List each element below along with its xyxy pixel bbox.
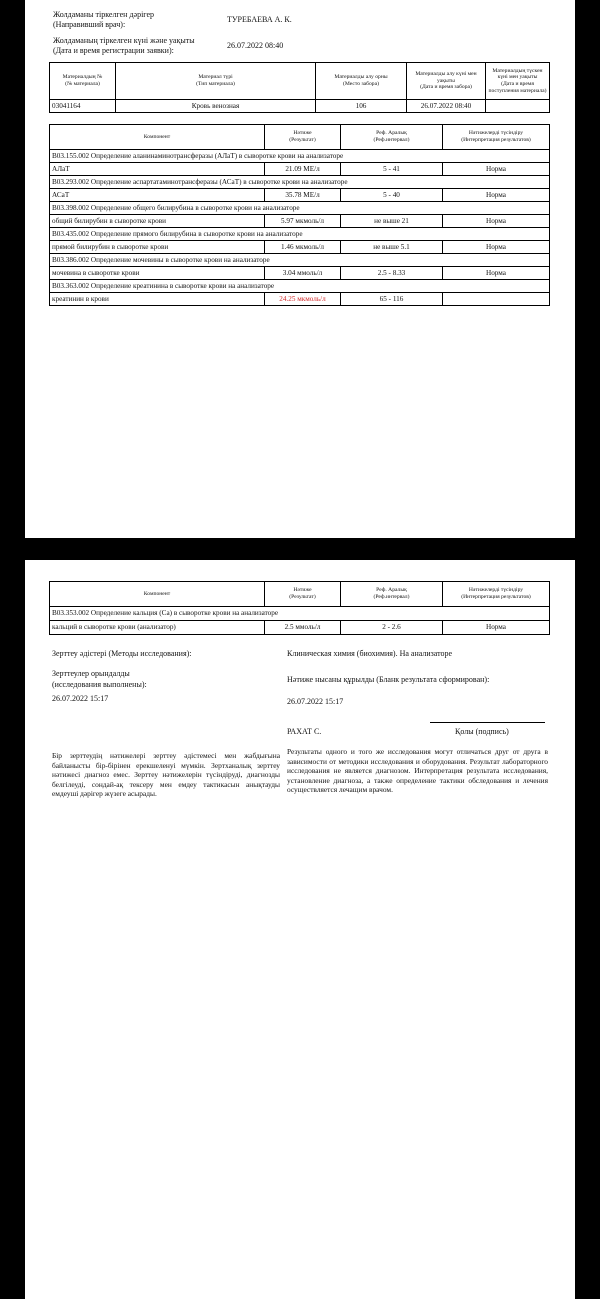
disclaimer-ru: Результаты одного и того же исследования могут отличаться друг от друга в зависимости от методики исследования и оборудования. Результат лабораторного исследования не является диагнозом. Интерпретация результата исследования, установление диагноза, а также определение тактики обследования и лечения осуществляется лечащим врачом. [287, 747, 548, 794]
result-component: общий билирубин в сыворотке крови [50, 215, 265, 228]
material-row [50, 100, 550, 113]
results-header [50, 125, 550, 150]
result-component: креатинин в крови [50, 293, 265, 306]
material-table-header [50, 63, 550, 100]
section-row [50, 176, 550, 189]
results-header-ref: Реф. Аралық (Реф.интервал) [341, 125, 443, 150]
result-value: 1.46 мкмоль/л [265, 241, 341, 254]
material-header-received: Материалдың түскен күні мен уақыты (Дата и время поступления материала) [486, 63, 550, 100]
material-type: Кровь венозная [116, 100, 316, 113]
result-value: 5.97 мкмоль/л [265, 215, 341, 228]
result-component: мочевина в сыворотке крови [50, 267, 265, 280]
signature-label: Қолы (подпись) [455, 727, 509, 736]
doctor-label-ru: (Направивший врач): [53, 20, 126, 29]
result-interp: Норма [443, 241, 550, 254]
section-row [50, 280, 550, 293]
result-component: АЛаТ [50, 163, 265, 176]
section-title: B03.435.002 Определение прямого билирубина в сыворотке крови на анализаторе [50, 228, 550, 241]
result-value: 35.78 МЕ/л [265, 189, 341, 202]
result-interp: Норма [443, 189, 550, 202]
report-page-1 [25, 0, 575, 538]
result-row [50, 621, 550, 635]
section-title: B03.293.002 Определение аспартатаминотрансферазы (АСаТ) в сыворотке крови на анализаторе [50, 176, 550, 189]
reg-label-ru: (Дата и время регистрации заявки): [53, 46, 174, 55]
formed-label: Нәтиже нысаны құрылды (Бланк результата сформирован): [287, 675, 490, 684]
material-header-collected: Материалды алу күні мен уақыты (Дата и время забора) [407, 63, 486, 100]
results-table-2 [49, 581, 550, 635]
methods-label: Зерттеу әдістері (Методы исследования): [52, 649, 192, 658]
result-ref: 2 - 2.6 [341, 621, 443, 635]
material-header-number: Материалдың № (№ материала) [50, 63, 116, 100]
material-number: 03041164 [50, 100, 116, 113]
signature-line [430, 722, 545, 723]
section-title: B03.398.002 Определение общего билирубина в сыворотке крови на анализаторе [50, 202, 550, 215]
result-interp [443, 293, 550, 306]
done-label-kz: Зерттеулер орындалды [52, 669, 130, 678]
result-interp: Норма [443, 267, 550, 280]
disclaimer-kz: Бір зерттеудің нәтижелері зерттеу әдістемесі мен жабдығына байланысты бір-бірінен ерекшеленуі мүмкін. Зертханалық зерттеу нәтижесі диагноз емес. Зерттеу нәтижелерін түсіндіруді, диагнозды белгілеуді, сондай-ақ тексеру мен емдеу тактикасын анықтауды емдеуші дәрігер жүзеге асырады. [52, 751, 280, 798]
done-label-ru: (исследования выполнены): [52, 680, 147, 689]
result-row [50, 293, 550, 306]
result-ref: 65 - 116 [341, 293, 443, 306]
result-value: 2.5 ммоль/л [265, 621, 341, 635]
result-interp: Норма [443, 163, 550, 176]
report-page-2 [25, 560, 575, 1299]
results-header-ref: Реф. Аралық (Реф.интервал) [341, 582, 443, 607]
result-interp: Норма [443, 215, 550, 228]
methods-value: Клиническая химия (биохимия). На анализаторе [287, 649, 453, 658]
done-value: 26.07.2022 15:17 [52, 694, 109, 703]
section-row [50, 228, 550, 241]
result-row [50, 163, 550, 176]
result-row [50, 241, 550, 254]
results-header-interp: Нәтижелерді түсіндіру (Интерпретация результатов) [443, 125, 550, 150]
results-header-interp: Нәтижелерді түсіндіру (Интерпретация результатов) [443, 582, 550, 607]
result-ref: 5 - 41 [341, 163, 443, 176]
section-row [50, 202, 550, 215]
result-value: 3.04 ммоль/л [265, 267, 341, 280]
result-component: прямой билирубин в сыворотке крови [50, 241, 265, 254]
result-row [50, 189, 550, 202]
result-component: кальций в сыворотке крови (анализатор) [50, 621, 265, 635]
section-title: B03.155.002 Определение аланинаминотрансферазы (АЛаТ) в сыворотке крови на анализаторе [50, 150, 550, 163]
material-header-place: Материалды алу орны (Место забора) [316, 63, 407, 100]
material-collected: 26.07.2022 08:40 [407, 100, 486, 113]
result-value-abnormal: 24.25 мкмоль/л [265, 293, 341, 306]
results-header-result: Нәтиже (Результат) [265, 125, 341, 150]
section-title: B03.353.002 Определение кальция (Ca) в сыворотке крови на анализаторе [50, 607, 550, 621]
results-header-component: Компонент [50, 582, 265, 607]
results-table-1 [49, 124, 550, 306]
signer-name: РАХАТ С. [287, 727, 322, 736]
reg-label-kz: Жолдаманың тіркелген күні және уақыты [53, 36, 195, 45]
material-header-type: Материал түрі (Тип материала) [116, 63, 316, 100]
doctor-value: ТУРЕБАЕВА А. К. [227, 15, 292, 24]
result-ref: 5 - 40 [341, 189, 443, 202]
section-row [50, 254, 550, 267]
section-row [50, 607, 550, 621]
material-place: 106 [316, 100, 407, 113]
results-header-result: Нәтиже (Результат) [265, 582, 341, 607]
results-header-component: Компонент [50, 125, 265, 150]
results-header [50, 582, 550, 607]
result-component: АСаТ [50, 189, 265, 202]
result-row [50, 215, 550, 228]
result-ref: не выше 5.1 [341, 241, 443, 254]
formed-value: 26.07.2022 15:17 [287, 697, 344, 706]
section-row [50, 150, 550, 163]
result-row [50, 267, 550, 280]
result-ref: 2.5 - 8.33 [341, 267, 443, 280]
result-value: 21.09 МЕ/л [265, 163, 341, 176]
result-ref: не выше 21 [341, 215, 443, 228]
material-table [49, 62, 550, 113]
material-received [486, 100, 550, 113]
result-interp: Норма [443, 621, 550, 635]
doctor-label-kz: Жолдаманы тіркелген дәрігер [53, 10, 155, 19]
section-title: B03.386.002 Определение мочевины в сыворотке крови на анализаторе [50, 254, 550, 267]
section-title: B03.363.002 Определение креатинина в сыворотке крови на анализаторе [50, 280, 550, 293]
reg-value: 26.07.2022 08:40 [227, 41, 284, 50]
